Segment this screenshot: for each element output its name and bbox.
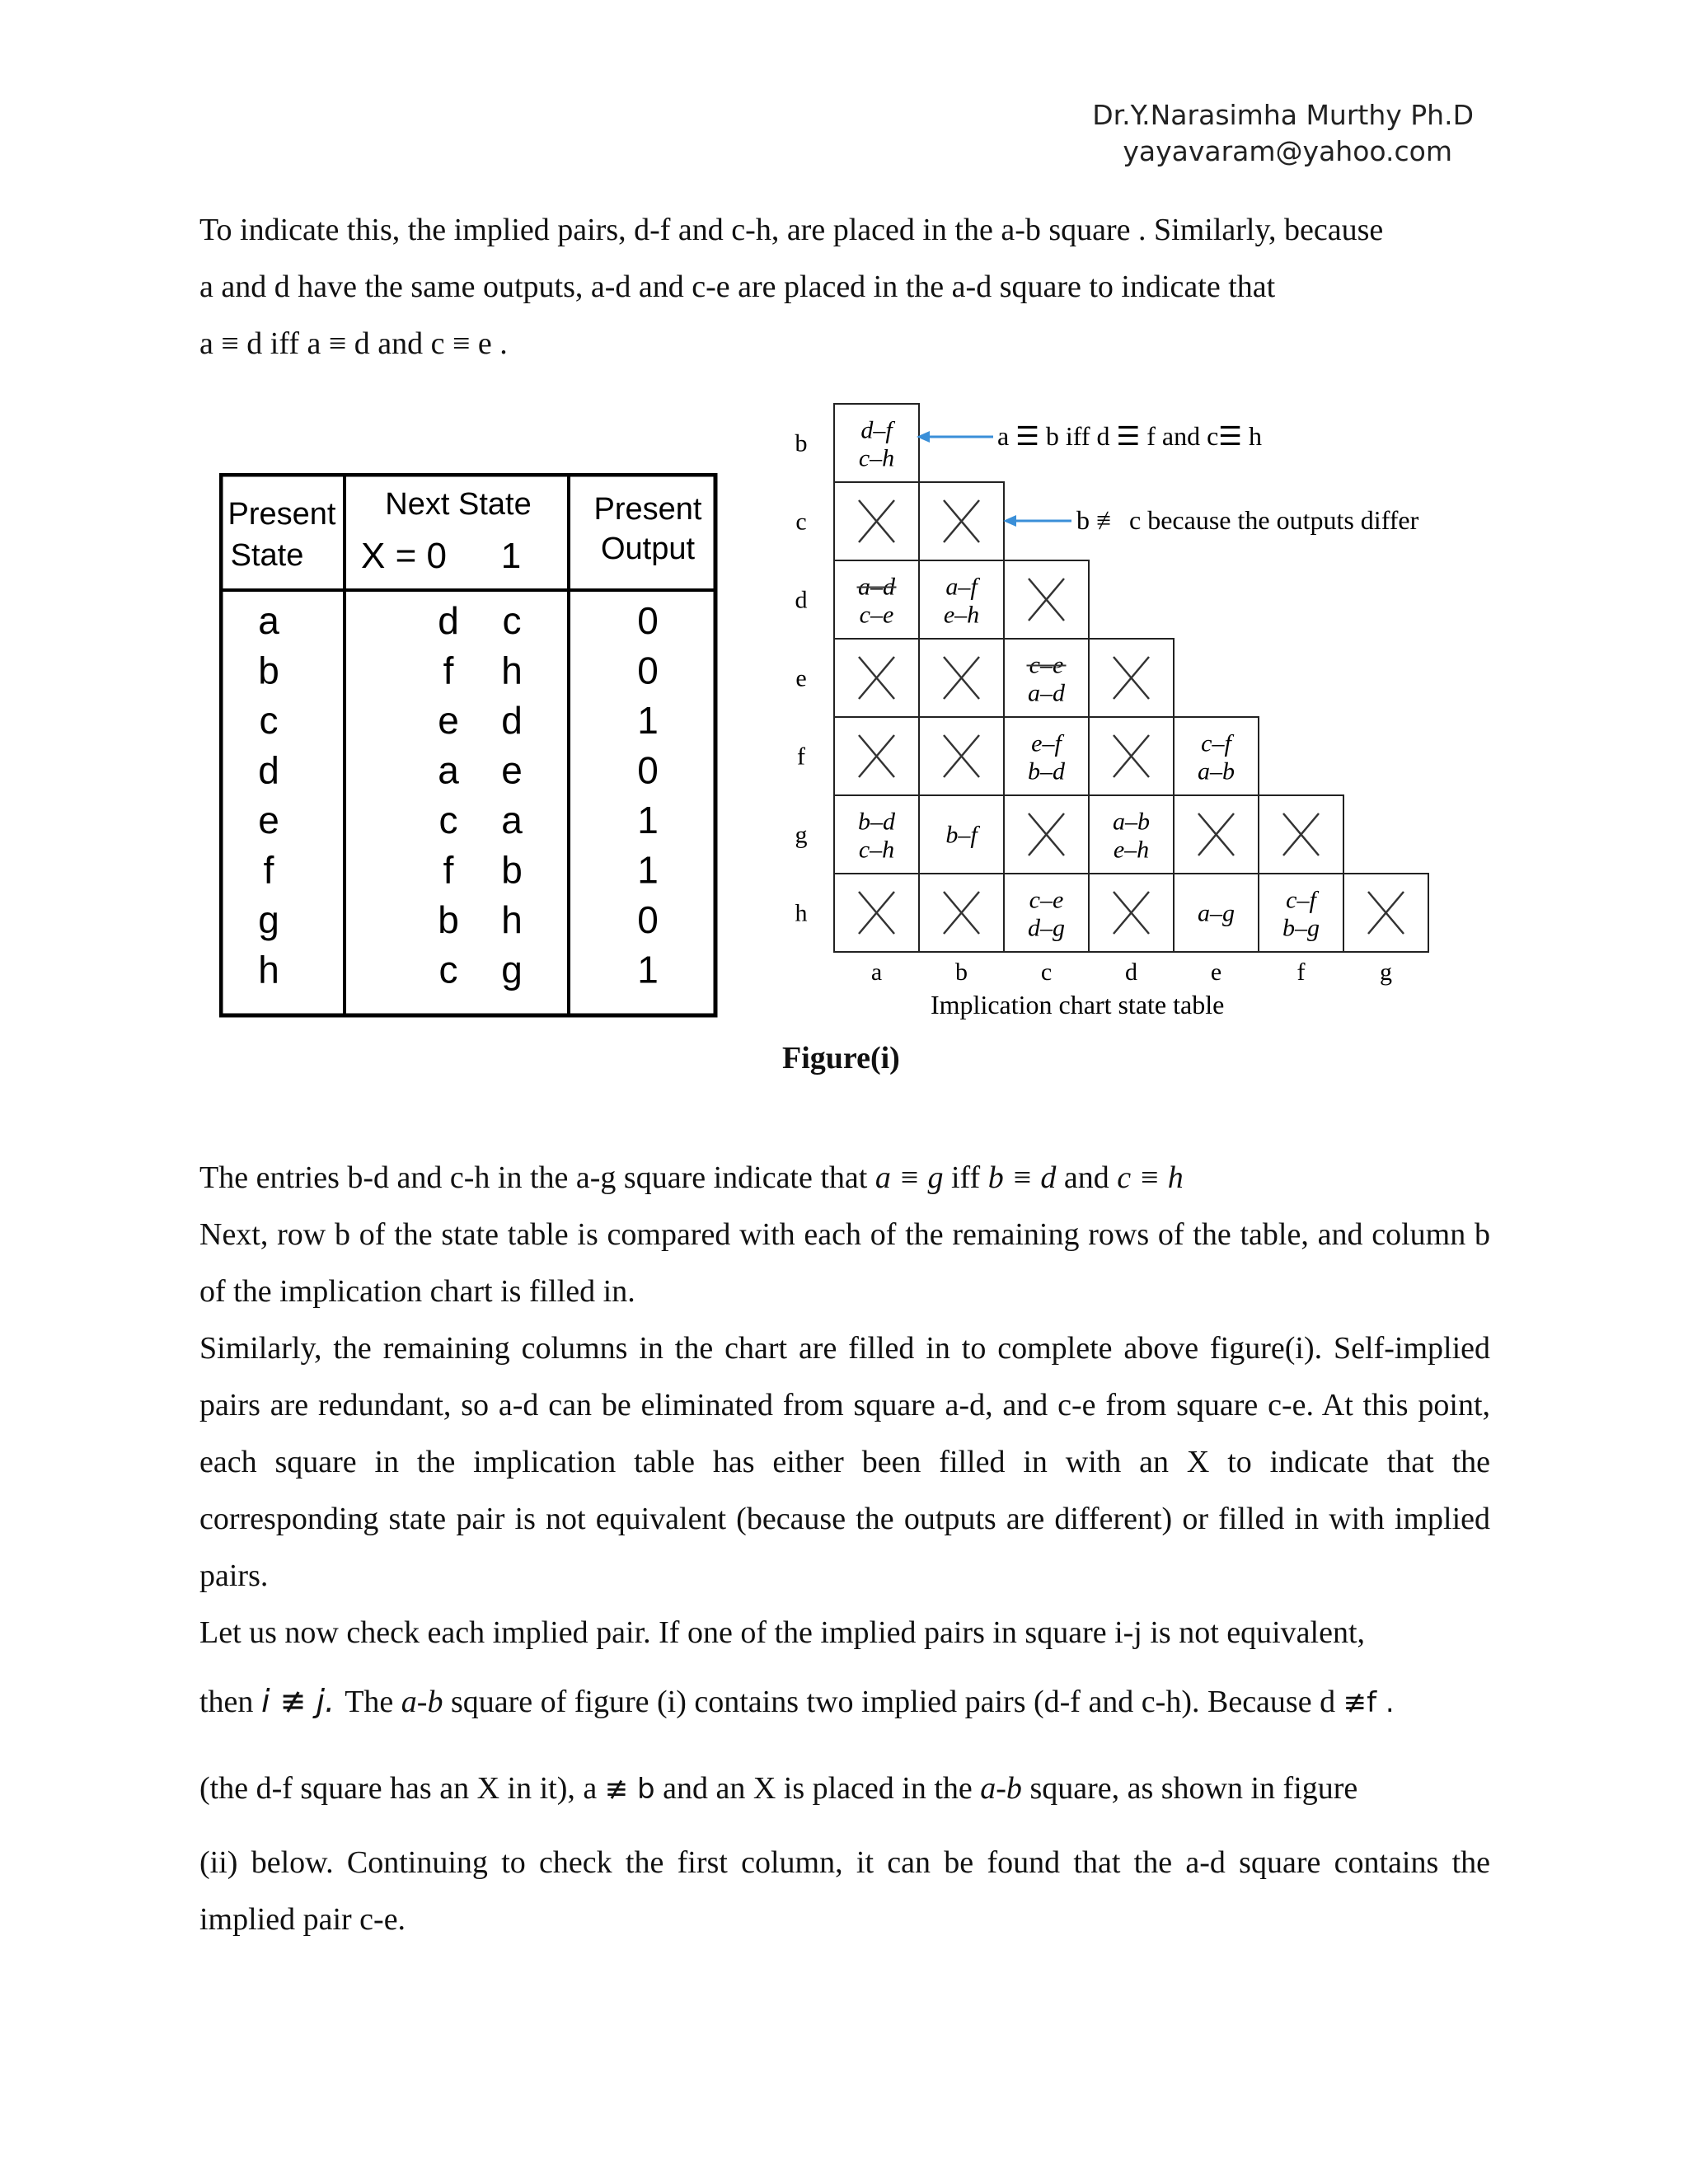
equation-d-f: ≢f .	[1343, 1686, 1395, 1719]
row-label: f	[797, 743, 805, 771]
body-s6-text-2: and an X is placed in the	[654, 1771, 981, 1806]
header-present-2: Present	[593, 492, 702, 527]
col-label: a	[870, 958, 883, 986]
row-state: g	[258, 898, 279, 941]
state-row	[258, 898, 659, 941]
row-next-x1: h	[501, 898, 523, 941]
implied-pair: b–f	[945, 821, 978, 849]
chart-cell	[1089, 874, 1174, 952]
row-state: c	[259, 699, 279, 742]
body-s5-text: square of figure (i) contains two implied pairs (d-f and c-h). Because d	[443, 1685, 1343, 1719]
chart-title: Implication chart state table	[931, 990, 1225, 1019]
chart-cell	[1004, 717, 1089, 795]
chart-cell	[1343, 874, 1428, 952]
figure-caption: Figure(i)	[782, 1041, 900, 1076]
author-name: Dr.Y.Narasimha Murthy Ph.D	[1092, 99, 1474, 131]
implied-pair: a–d	[858, 573, 895, 601]
intro-line-3: a ≡ d iff a ≡ d and c ≡ e .	[199, 326, 508, 361]
body-sentence-5	[199, 1673, 1490, 1732]
row-output: 0	[637, 599, 659, 642]
chart-cell	[834, 404, 919, 482]
body-s6-text-3: square, as shown in figure	[1021, 1771, 1358, 1806]
implied-pair: a–d	[1028, 679, 1065, 707]
state-table	[219, 473, 726, 1021]
row-next-x1: a	[501, 799, 523, 841]
col-label: c	[1040, 958, 1053, 986]
header-x1: 1	[500, 536, 522, 576]
chart-cell	[1174, 874, 1259, 952]
chart-cell	[834, 482, 919, 560]
equation-b-d: b ≡ d	[987, 1160, 1057, 1195]
row-label: h	[795, 899, 808, 927]
annotation-a-b: a ☰ b iff d ☰ f and c☰ h	[997, 421, 1262, 451]
chart-cell	[919, 639, 1004, 717]
state-row	[258, 799, 659, 841]
row-output: 1	[637, 848, 659, 892]
chart-grid	[834, 404, 1428, 952]
chart-cell	[919, 795, 1004, 874]
body-s5-then: then	[199, 1685, 261, 1719]
row-next-x0: f	[443, 848, 454, 892]
body-s1-and: and	[1056, 1160, 1118, 1195]
row-state: f	[263, 848, 274, 892]
row-state: b	[258, 649, 279, 692]
chart-cell	[834, 560, 919, 639]
chart-cell	[1004, 639, 1089, 717]
chart-cell	[1174, 717, 1259, 795]
state-row	[258, 599, 659, 642]
chart-cell	[834, 717, 919, 795]
state-row	[258, 949, 659, 991]
body-text	[199, 1150, 1490, 1948]
body-sentence-3: Similarly, the remaining columns in the chart are filled in to complete above figure(i). Self-implied pairs are redundant, so a-d can be eliminated from square a-d, and c-e from square c-e. At this point, each square in the implication table has either been filled in with an X to indicate that the corresponding state pair is not equivalent (because the outputs are different) or filled in with implied pairs.	[199, 1331, 1490, 1593]
author-email: yayavaram@yahoo.com	[1123, 135, 1452, 167]
row-next-x1: c	[502, 599, 522, 642]
implied-pair: c–e	[1029, 886, 1064, 914]
implied-pair: e–h	[943, 601, 980, 629]
chart-cell	[1089, 639, 1174, 717]
implied-pair: c–e	[859, 601, 894, 629]
col-label: f	[1296, 958, 1306, 986]
intro-line-2: a and d have the same outputs, a-d and c-e are placed in the a-d square to indicate that	[199, 269, 1276, 304]
implied-pair: a–g	[1198, 899, 1235, 927]
body-sentence-7: (ii) below. Continuing to check the first column, it can be found that the a-d square contains the implied pair c-e.	[199, 1845, 1490, 1937]
implied-pair: c–e	[1029, 651, 1064, 679]
header-present: Present	[227, 497, 336, 532]
chart-cell	[1089, 795, 1174, 874]
chart-cell	[1174, 795, 1259, 874]
chart-cell	[834, 795, 919, 874]
body-sentence-6	[199, 1760, 1490, 1818]
row-label: d	[795, 586, 808, 614]
implied-pair: d–g	[1028, 914, 1065, 942]
state-table-headers	[228, 487, 702, 576]
equation-c-h: c ≡ h	[1117, 1160, 1184, 1195]
row-next-x0: a	[438, 748, 459, 792]
implied-pair: b–g	[1282, 914, 1320, 942]
body-sentence-2: Next, row b of the state table is compared with each of the remaining rows of the table, and column b of the implication chart is filled in.	[199, 1217, 1490, 1309]
row-next-x0: b	[438, 898, 459, 941]
body-s5-the: The	[345, 1685, 401, 1719]
intro-line-1: To indicate this, the implied pairs, d-f and c-h, are placed in the a-b square . Similarly, because	[199, 213, 1384, 247]
row-output: 0	[637, 649, 659, 692]
implied-pair: a–b	[1198, 757, 1235, 785]
implied-pair: a–b	[1113, 808, 1150, 836]
row-next-x0: e	[438, 699, 459, 742]
equation-a-b: ≢ b	[604, 1773, 655, 1806]
chart-cell	[1259, 795, 1343, 874]
header-next-state: Next State	[385, 487, 532, 522]
state-row	[258, 749, 659, 792]
row-output: 1	[637, 948, 659, 991]
chart-cell	[1004, 874, 1089, 952]
page-header	[1092, 97, 1474, 170]
row-next-x1: g	[501, 948, 523, 991]
state-row	[264, 849, 659, 892]
implied-pair: d–f	[860, 416, 893, 444]
row-next-x1: e	[501, 748, 523, 792]
row-state: d	[258, 748, 279, 792]
state-row	[258, 649, 659, 692]
implied-pair: b–d	[858, 808, 895, 836]
row-next-x1: d	[501, 699, 523, 742]
chart-cell	[1004, 560, 1089, 639]
row-state: h	[258, 948, 279, 991]
row-next-x0: c	[438, 799, 458, 841]
row-state: a	[258, 599, 279, 642]
row-next-x0: f	[443, 649, 454, 692]
chart-cell	[919, 717, 1004, 795]
chart-cell	[919, 482, 1004, 560]
chart-cell	[1089, 717, 1174, 795]
chart-cell	[919, 874, 1004, 952]
row-next-x1: h	[501, 649, 523, 692]
chart-cell	[1259, 874, 1343, 952]
implied-pair: c–h	[858, 836, 895, 864]
header-output: Output	[600, 532, 696, 566]
implied-pair: e–f	[1031, 729, 1062, 757]
body-s5-ab: a-b	[401, 1685, 443, 1719]
annotation-b-c: b ≢ c because the outputs differ	[1076, 505, 1419, 535]
row-label: b	[795, 429, 808, 457]
row-label: c	[795, 508, 807, 536]
row-output: 0	[637, 748, 659, 792]
chart-cell	[834, 639, 919, 717]
intro-paragraph	[199, 202, 1490, 373]
state-row	[260, 699, 659, 742]
implied-pair: a–f	[945, 573, 978, 601]
col-label: e	[1210, 958, 1222, 986]
row-label: e	[795, 664, 807, 692]
body-sentence-1	[199, 1150, 1490, 1207]
chart-cell	[919, 560, 1004, 639]
implication-chart	[775, 387, 1500, 1030]
row-next-x1: b	[501, 848, 523, 892]
implied-pair: c–f	[1286, 886, 1316, 914]
body-sentence-4: Let us now check each implied pair. If one of the implied pairs in square i-j is not equivalent,	[199, 1615, 1366, 1650]
col-label: b	[955, 958, 968, 986]
row-label: g	[795, 821, 808, 849]
chart-cell	[1004, 795, 1089, 874]
row-output: 0	[637, 898, 659, 941]
chart-cell	[834, 874, 919, 952]
implied-pair: e–h	[1113, 836, 1150, 864]
implied-pair: b–d	[1028, 757, 1065, 785]
col-label: g	[1380, 958, 1392, 986]
col-label: d	[1125, 958, 1137, 986]
state-table-rows	[258, 599, 659, 991]
body-s1-iff: iff	[943, 1160, 988, 1195]
row-output: 1	[637, 699, 659, 742]
header-x0: X = 0	[361, 536, 447, 576]
row-state: e	[258, 799, 279, 841]
row-next-x0: d	[438, 599, 459, 642]
body-s1-text: The entries b-d and c-h in the a-g square indicate that	[199, 1160, 875, 1195]
body-s6-ab: a-b	[980, 1771, 1022, 1806]
header-state: State	[230, 538, 304, 573]
body-s6-text: (the d-f square has an X in it), a	[199, 1771, 605, 1806]
row-next-x0: c	[438, 948, 458, 991]
row-output: 1	[637, 799, 659, 841]
equation-i-j: i ≢ j.	[260, 1683, 345, 1719]
implied-pair: c–h	[858, 444, 895, 472]
implied-pair: c–f	[1201, 729, 1231, 757]
equation-a-g: a ≡ g	[874, 1160, 944, 1195]
